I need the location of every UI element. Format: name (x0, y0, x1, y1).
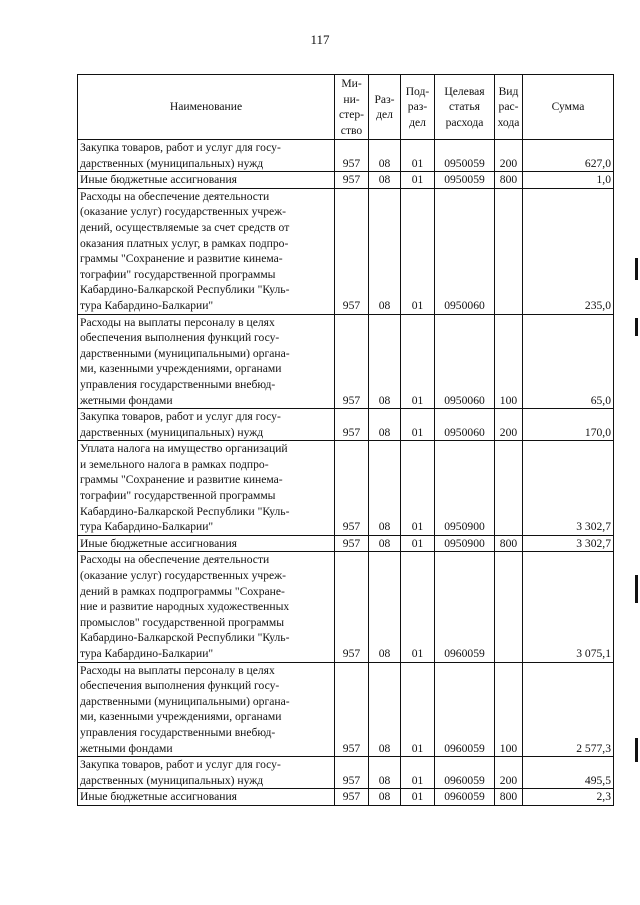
row-ministry-cell: 957 (335, 314, 369, 409)
row-section-cell: 08 (369, 172, 401, 189)
header-type: Вид рас- хода (495, 75, 523, 140)
table-row (78, 789, 614, 806)
row-section-cell: 08 (369, 441, 401, 536)
table-row (78, 535, 614, 552)
row-target-cell: 0950059 (435, 172, 495, 189)
row-subsection-cell: 01 (401, 140, 435, 172)
row-sum-cell: 1,0 (523, 172, 614, 189)
row-name-cell: Расходы на обеспечение деятельности (оказание услуг) государственных учреж- дений, осуществляемые за счет средств от оказания платных услуг, в рамках подпро- граммы "Сохранение и развитие кинема- тографии" государственной программы Кабардино-Балкарской Республики "Куль- тура Кабардино-Балкарии" (78, 188, 335, 314)
row-section-cell: 08 (369, 789, 401, 806)
header-target: Целевая статья расхода (435, 75, 495, 140)
row-target-cell: 0960059 (435, 757, 495, 789)
table-row (78, 188, 614, 314)
row-name-cell: Расходы на обеспечение деятельности (оказание услуг) государственных учреж- дений в рамках подпрограммы "Сохране- ние и развитие народных художественных промыслов" государственной программы Кабардино-Балкарской Республики "Куль- тура Кабардино-Балкарии" (78, 552, 335, 662)
row-sum-cell: 3 302,7 (523, 441, 614, 536)
budget-table (77, 74, 614, 806)
row-type-cell: 800 (495, 789, 523, 806)
row-subsection-cell: 01 (401, 188, 435, 314)
scan-edge-mark (635, 258, 638, 280)
row-sum-cell: 2,3 (523, 789, 614, 806)
header-subsection: Под- раз- дел (401, 75, 435, 140)
row-name-cell: Закупка товаров, работ и услуг для госу- дарственных (муниципальных) нужд (78, 757, 335, 789)
row-sum-cell: 3 302,7 (523, 535, 614, 552)
row-name-cell: Иные бюджетные ассигнования (78, 789, 335, 806)
row-name-cell: Закупка товаров, работ и услуг для госу- дарственных (муниципальных) нужд (78, 409, 335, 441)
row-section-cell: 08 (369, 662, 401, 757)
row-type-cell: 200 (495, 409, 523, 441)
row-subsection-cell: 01 (401, 535, 435, 552)
row-type-cell (495, 441, 523, 536)
table-row (78, 140, 614, 172)
row-section-cell: 08 (369, 535, 401, 552)
row-subsection-cell: 01 (401, 552, 435, 662)
table-row (78, 172, 614, 189)
row-ministry-cell: 957 (335, 188, 369, 314)
row-subsection-cell: 01 (401, 409, 435, 441)
table-row (78, 441, 614, 536)
row-ministry-cell: 957 (335, 662, 369, 757)
row-name-cell: Расходы на выплаты персоналу в целях обеспечения выполнения функций госу- дарственными (муниципальными) органа- ми, казенными учреждениями, органами управления государственными внебюд- жетными фондами (78, 662, 335, 757)
row-ministry-cell: 957 (335, 172, 369, 189)
row-type-cell (495, 552, 523, 662)
header-ministry: Ми- ни- стер- ство (335, 75, 369, 140)
row-sum-cell: 170,0 (523, 409, 614, 441)
row-target-cell: 0950900 (435, 535, 495, 552)
row-sum-cell: 495,5 (523, 757, 614, 789)
row-sum-cell: 3 075,1 (523, 552, 614, 662)
row-type-cell: 200 (495, 140, 523, 172)
scan-edge-mark (635, 575, 638, 603)
row-subsection-cell: 01 (401, 662, 435, 757)
row-name-cell: Уплата налога на имущество организаций и земельного налога в рамках подпро- граммы "Сохранение и развитие кинема- тографии" государственной программы Кабардино-Балкарской Республики "Куль- тура Кабардино-Балкарии" (78, 441, 335, 536)
row-type-cell (495, 188, 523, 314)
row-section-cell: 08 (369, 552, 401, 662)
row-ministry-cell: 957 (335, 757, 369, 789)
row-target-cell: 0950060 (435, 188, 495, 314)
row-sum-cell: 235,0 (523, 188, 614, 314)
table-row (78, 409, 614, 441)
row-section-cell: 08 (369, 140, 401, 172)
row-subsection-cell: 01 (401, 441, 435, 536)
row-name-cell: Закупка товаров, работ и услуг для госу- дарственных (муниципальных) нужд (78, 140, 335, 172)
table-row (78, 552, 614, 662)
row-name-cell: Расходы на выплаты персоналу в целях обеспечения выполнения функций госу- дарственными (муниципальными) органа- ми, казенными учреждениями, органами управления государственными внебюд- жетными фондами (78, 314, 335, 409)
row-target-cell: 0960059 (435, 552, 495, 662)
row-ministry-cell: 957 (335, 140, 369, 172)
header-section: Раз- дел (369, 75, 401, 140)
row-section-cell: 08 (369, 409, 401, 441)
row-ministry-cell: 957 (335, 789, 369, 806)
row-target-cell: 0950900 (435, 441, 495, 536)
row-subsection-cell: 01 (401, 789, 435, 806)
scan-edge-mark (635, 738, 638, 762)
row-target-cell: 0960059 (435, 662, 495, 757)
row-section-cell: 08 (369, 757, 401, 789)
row-type-cell: 100 (495, 314, 523, 409)
row-target-cell: 0950060 (435, 314, 495, 409)
row-target-cell: 0950060 (435, 409, 495, 441)
row-name-cell: Иные бюджетные ассигнования (78, 535, 335, 552)
row-type-cell: 100 (495, 662, 523, 757)
row-type-cell: 800 (495, 535, 523, 552)
row-target-cell: 0960059 (435, 789, 495, 806)
table-row (78, 662, 614, 757)
row-section-cell: 08 (369, 188, 401, 314)
row-sum-cell: 2 577,3 (523, 662, 614, 757)
table-row (78, 757, 614, 789)
row-ministry-cell: 957 (335, 409, 369, 441)
scan-edge-mark (635, 318, 638, 336)
row-section-cell: 08 (369, 314, 401, 409)
row-ministry-cell: 957 (335, 441, 369, 536)
row-sum-cell: 65,0 (523, 314, 614, 409)
row-subsection-cell: 01 (401, 172, 435, 189)
row-ministry-cell: 957 (335, 535, 369, 552)
row-subsection-cell: 01 (401, 314, 435, 409)
row-type-cell: 800 (495, 172, 523, 189)
header-name: Наименование (78, 75, 335, 140)
header-sum: Сумма (523, 75, 614, 140)
table-row (78, 314, 614, 409)
row-name-cell: Иные бюджетные ассигнования (78, 172, 335, 189)
page-number: 117 (310, 32, 330, 47)
row-ministry-cell: 957 (335, 552, 369, 662)
row-sum-cell: 627,0 (523, 140, 614, 172)
row-target-cell: 0950059 (435, 140, 495, 172)
row-type-cell: 200 (495, 757, 523, 789)
table-header-row (78, 75, 614, 140)
row-subsection-cell: 01 (401, 757, 435, 789)
